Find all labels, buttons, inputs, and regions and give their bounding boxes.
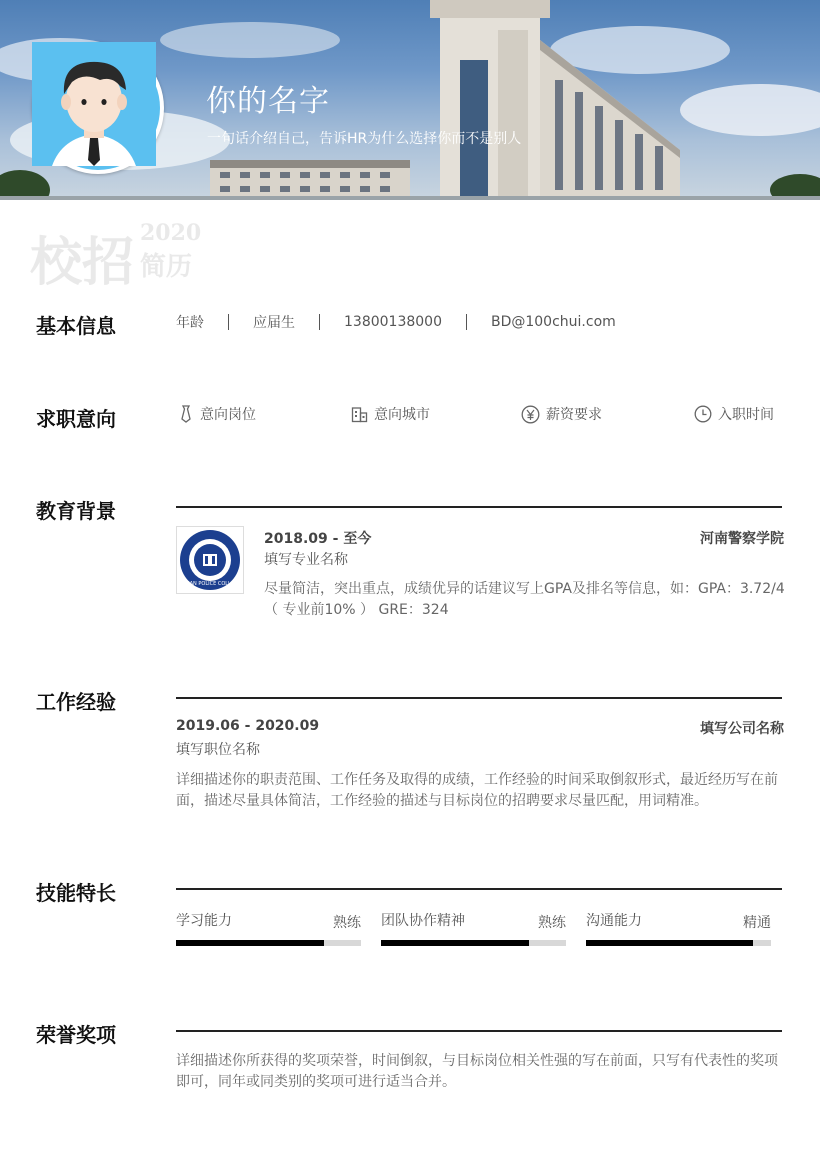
skill-label: 团队协作精神	[381, 913, 465, 929]
skill-bar-fill	[176, 940, 324, 946]
intent-city-label: 意向城市	[374, 407, 430, 423]
school-emblem-icon	[178, 528, 242, 592]
skill-bar	[176, 940, 361, 946]
skill-level: 熟练	[333, 915, 361, 931]
skill-level: 精通	[743, 915, 771, 931]
skill-bar	[586, 940, 771, 946]
basic-email: BD@100chui.com	[490, 314, 616, 330]
school-logo	[176, 526, 244, 594]
skill-bar	[381, 940, 566, 946]
watermark-sub: 简历	[140, 252, 193, 282]
skill-bar-fill	[586, 940, 753, 946]
edu-school: 河南警察学院	[700, 531, 784, 547]
skill-label: 学习能力	[176, 913, 232, 929]
intent-city	[351, 404, 430, 424]
divider	[466, 314, 467, 330]
intent-position	[178, 404, 256, 424]
divider	[228, 314, 229, 330]
clock-icon	[694, 405, 712, 423]
avatar-illustration-icon	[36, 46, 156, 166]
divider	[319, 314, 320, 330]
intent-salary	[521, 404, 602, 424]
section-title-education: 教育背景	[36, 499, 116, 523]
edu-description: 尽量简洁，突出重点，成绩优异的话建议写上GPA及排名等信息，如：GPA：3.72/4（ 专业前10% ） GRE：324	[264, 581, 785, 618]
work-position: 填写职位名称	[176, 742, 260, 758]
section-title-skills: 技能特长	[36, 881, 116, 905]
intent-position-label: 意向岗位	[200, 407, 256, 423]
section-title-basic: 基本信息	[36, 314, 116, 338]
avatar	[32, 42, 164, 174]
header-banner	[0, 0, 820, 200]
skill-label: 沟通能力	[586, 913, 642, 929]
section-title-honors: 荣誉奖项	[36, 1023, 116, 1047]
skill-bar-fill	[381, 940, 529, 946]
basic-status: 应届生	[253, 315, 295, 331]
section-title-work: 工作经验	[36, 690, 116, 714]
section-title-intent: 求职意向	[36, 407, 116, 431]
honors-description: 详细描述你所获得的奖项荣誉，时间倒叙，与目标岗位相关性强的写在前面，只写有代表性的奖项即可，同年或同类别的奖项可进行适当合并。	[176, 1053, 778, 1090]
candidate-tagline: 一句话介绍自己，告诉HR为什么选择你而不是别人	[207, 131, 522, 147]
edu-major: 填写专业名称	[264, 552, 348, 568]
section-rule	[176, 888, 782, 890]
basic-info-row	[176, 312, 616, 332]
basic-age: 年龄	[176, 315, 204, 331]
watermark-main: 校招	[30, 232, 135, 293]
intent-start	[694, 404, 774, 424]
section-rule	[176, 697, 782, 699]
section-rule	[176, 506, 782, 508]
work-company: 填写公司名称	[700, 721, 784, 737]
work-description: 详细描述你的职责范围、工作任务及取得的成绩，工作经验的时间采取倒叙形式，最近经历写在前面，描述尽量具体简洁，工作经验的描述与目标岗位的招聘要求尽量匹配，用词精准。	[176, 772, 778, 809]
skill-level: 熟练	[538, 915, 566, 931]
tie-icon	[178, 405, 194, 423]
school-emblem-text: HENAN POLICE COLLEGE	[178, 581, 242, 587]
intent-salary-label: 薪资要求	[546, 407, 602, 423]
building-icon	[351, 406, 368, 423]
basic-phone: 13800138000	[344, 314, 442, 330]
candidate-name: 你的名字	[206, 84, 330, 119]
watermark-year: 2020	[140, 220, 202, 246]
section-rule	[176, 1030, 782, 1032]
edu-period: 2018.09 - 至今	[264, 531, 372, 547]
work-period: 2019.06 - 2020.09	[176, 718, 320, 734]
intent-start-label: 入职时间	[718, 407, 774, 423]
yen-icon	[521, 405, 540, 424]
